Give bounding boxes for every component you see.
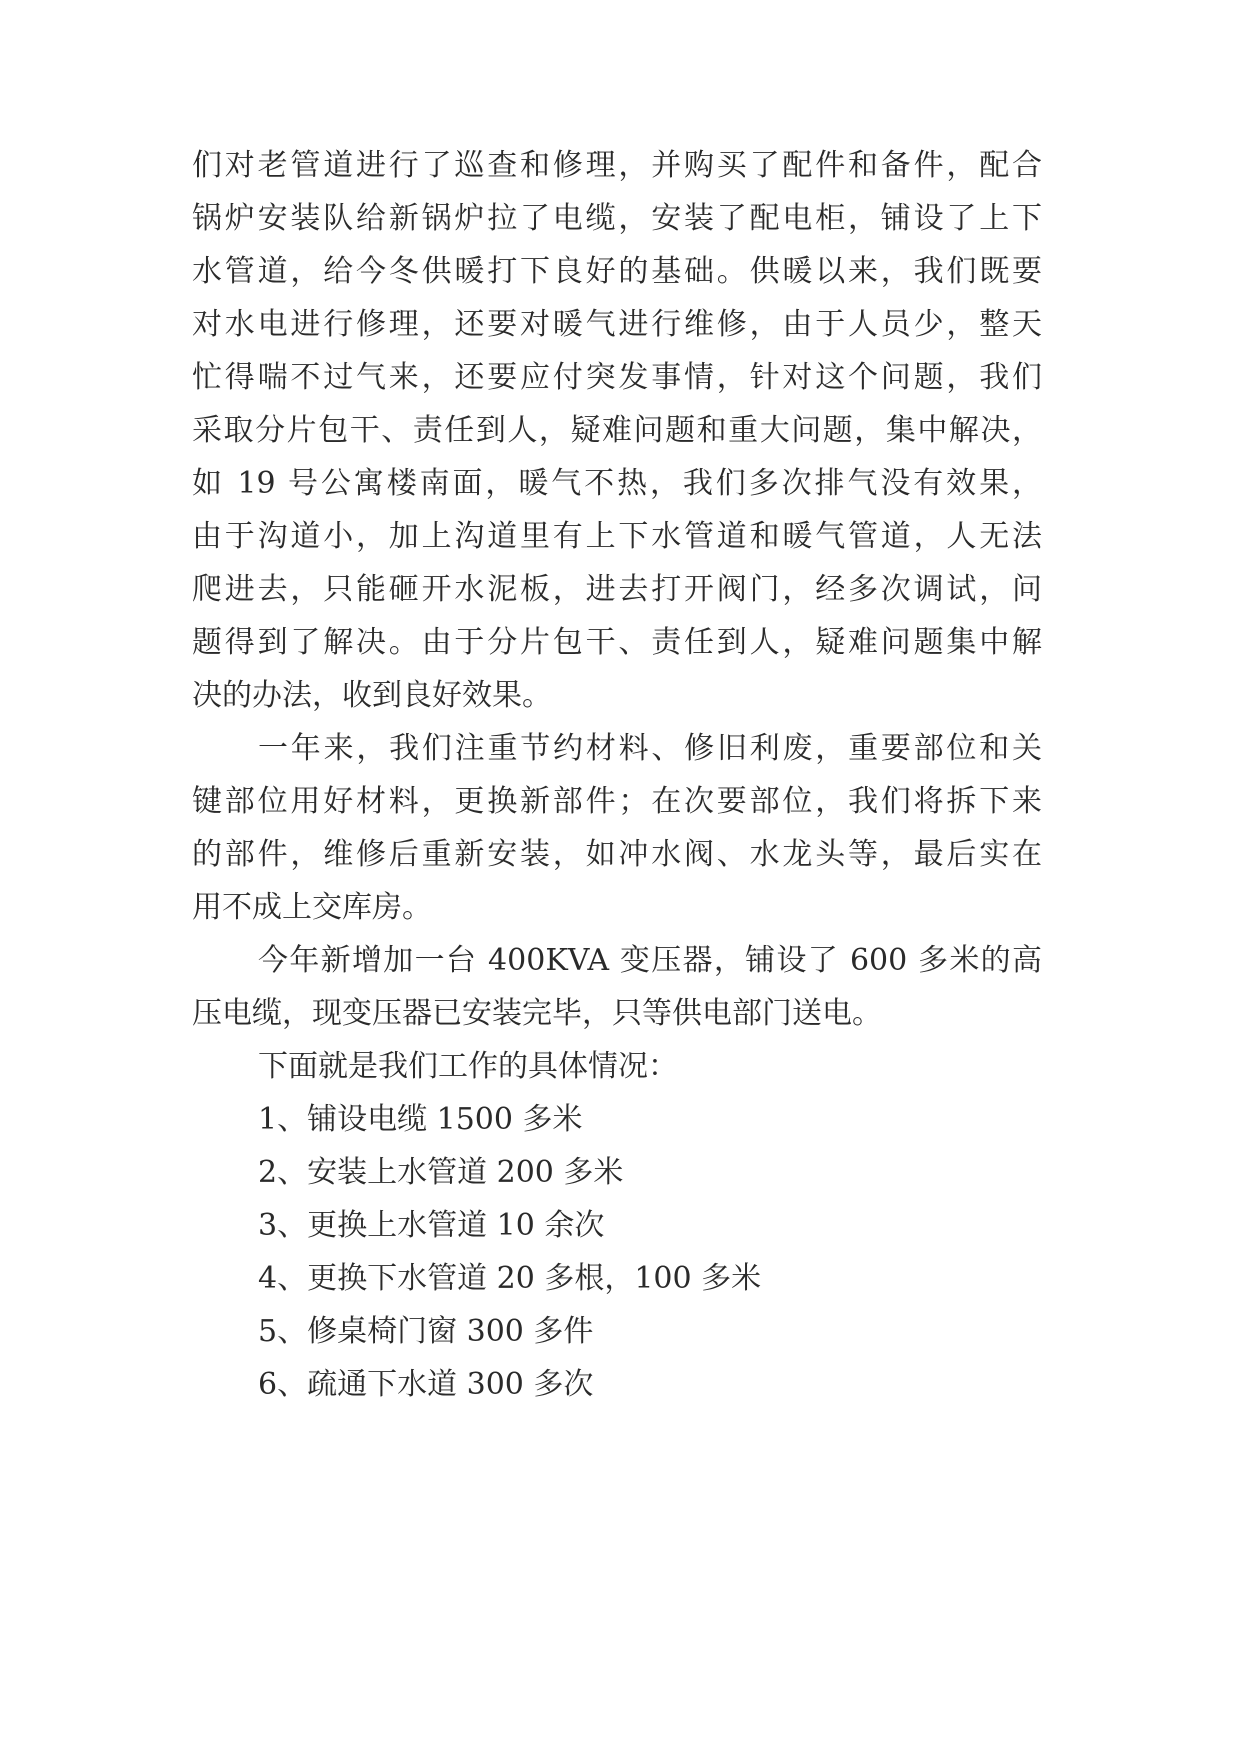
paragraph-1-line: 爬进去，只能砸开水泥板，进去打开阀门，经多次调试，问	[192, 572, 1042, 607]
paragraph-1-line: 采取分片包干、责任到人，疑难问题和重大问题，集中解决，	[192, 413, 1042, 448]
paragraph-1-line: 如 19 号公寓楼南面，暖气不热，我们多次排气没有效果，	[192, 466, 1042, 501]
paragraph-2-line: 一年来，我们注重节约材料、修旧利废，重要部位和关	[258, 731, 1042, 766]
paragraph-1-line: 水管道，给今冬供暖打下良好的基础。供暖以来，我们既要	[192, 254, 1042, 289]
paragraph-1-line: 忙得喘不过气来，还要应付突发事情，针对这个问题，我们	[192, 360, 1042, 395]
paragraph-3-line: 今年新增加一台 400KVA 变压器，铺设了 600 多米的高	[258, 943, 1042, 978]
paragraph-3-line: 压电缆，现变压器已安装完毕，只等供电部门送电。	[192, 996, 882, 1031]
list-item: 4、更换下水管道 20 多根，100 多米	[258, 1261, 762, 1296]
paragraph-1-line: 题得到了解决。由于分片包干、责任到人，疑难问题集中解	[192, 625, 1042, 660]
list-item: 5、修桌椅门窗 300 多件	[258, 1314, 594, 1349]
list-item: 1、铺设电缆 1500 多米	[258, 1102, 583, 1137]
paragraph-1-line: 决的办法，收到良好效果。	[192, 678, 552, 713]
paragraph-2-line: 用不成上交库房。	[192, 890, 432, 925]
paragraph-2-line: 的部件，维修后重新安装，如冲水阀、水龙头等，最后实在	[192, 837, 1042, 872]
paragraph-1-line: 锅炉安装队给新锅炉拉了电缆，安装了配电柜，铺设了上下	[192, 201, 1042, 236]
paragraph-1-line: 由于沟道小，加上沟道里有上下水管道和暖气管道，人无法	[192, 519, 1042, 554]
paragraph-1-line: 们对老管道进行了巡查和修理，并购买了配件和备件，配合	[192, 148, 1042, 183]
list-intro: 下面就是我们工作的具体情况：	[258, 1049, 678, 1084]
paragraph-2-line: 键部位用好材料，更换新部件；在次要部位，我们将拆下来	[192, 784, 1042, 819]
list-item: 3、更换上水管道 10 余次	[258, 1208, 605, 1243]
list-item: 2、安装上水管道 200 多米	[258, 1155, 624, 1190]
list-item: 6、疏通下水道 300 多次	[258, 1367, 594, 1402]
paragraph-1-line: 对水电进行修理，还要对暖气进行维修，由于人员少，整天	[192, 307, 1042, 342]
